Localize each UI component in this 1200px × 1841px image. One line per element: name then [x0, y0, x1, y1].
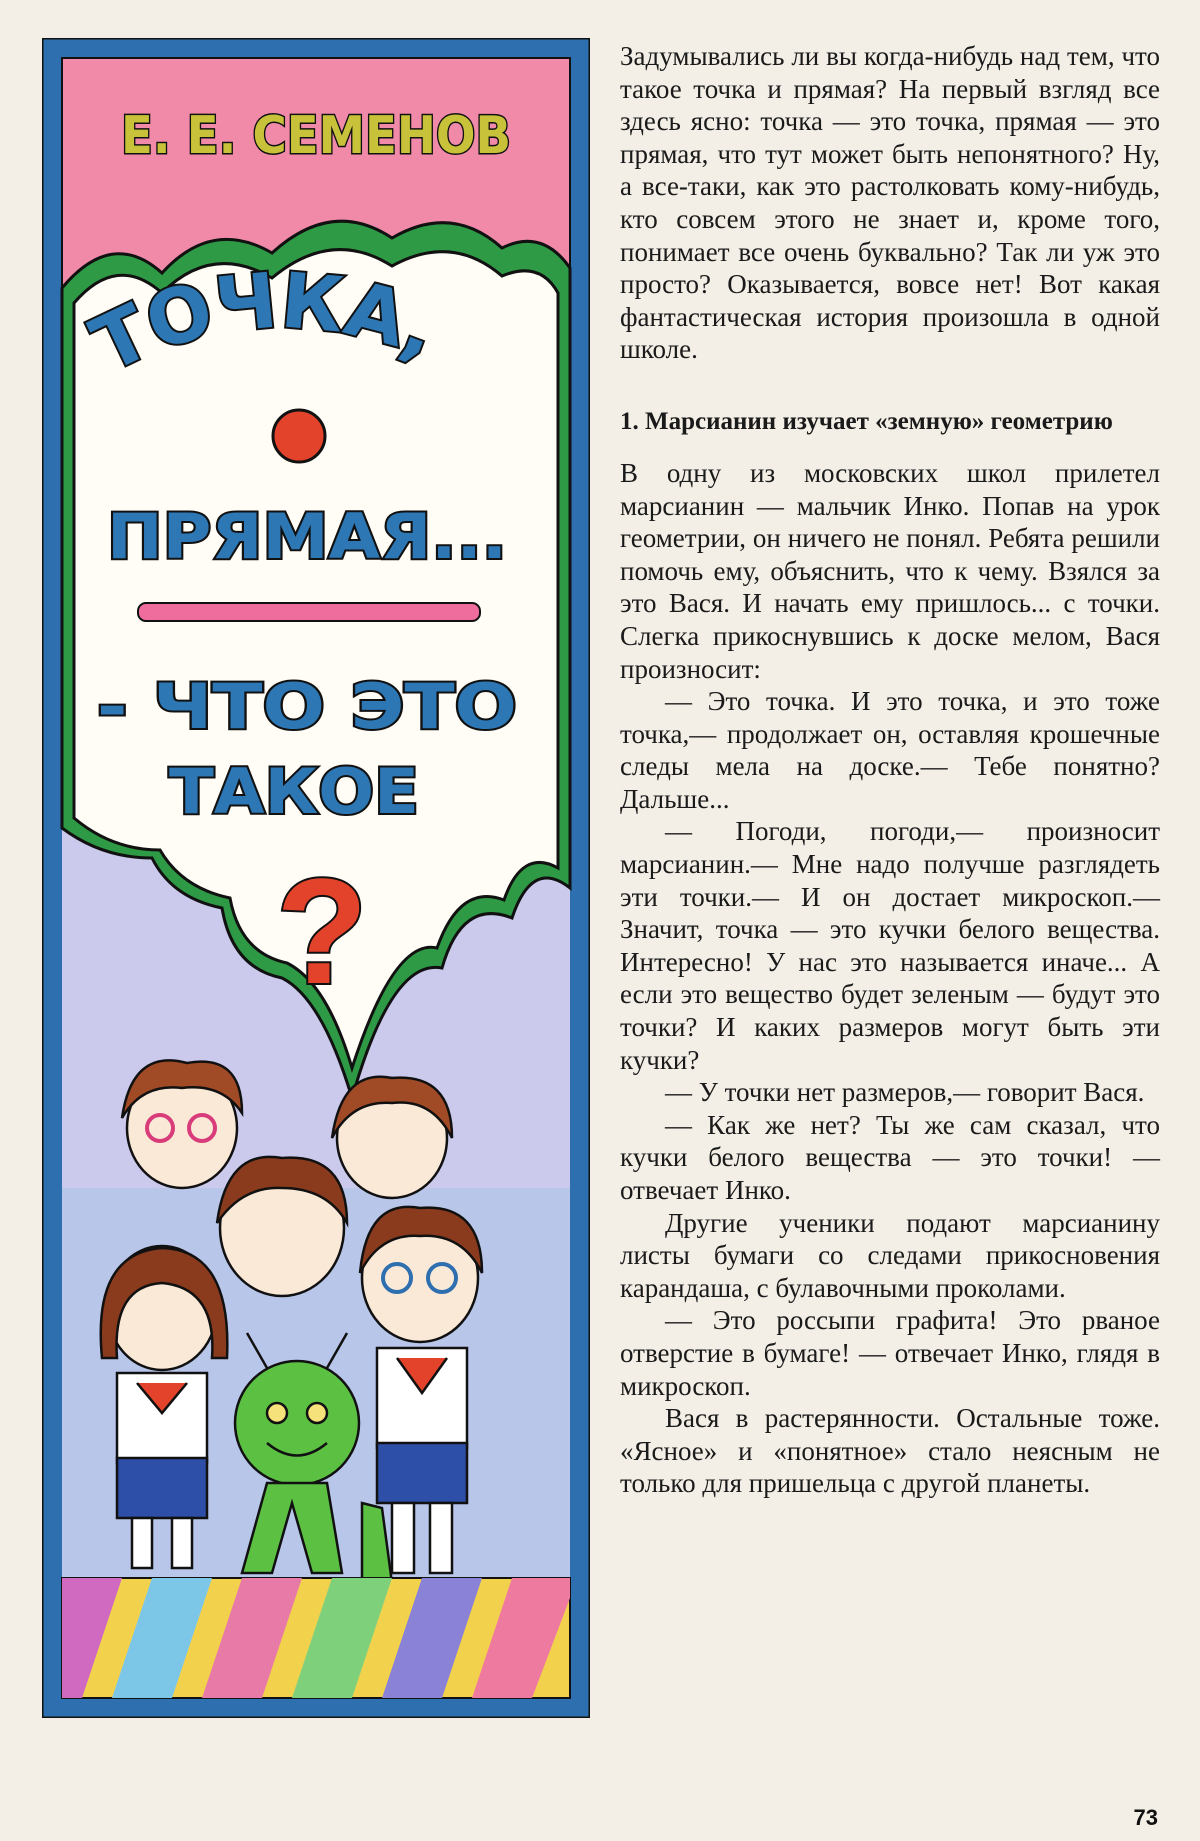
title-line-1: ТОЧКА,	[78, 255, 450, 390]
body-paragraph: Другие ученики подают марсианину листы бумаги со следами прикосновения карандаша, с булавочными проколами.	[620, 1207, 1160, 1303]
pink-line	[138, 603, 480, 621]
question-mark: ?	[276, 847, 368, 1015]
title-line-4: ТАКОЕ	[169, 755, 419, 828]
red-dot	[273, 410, 325, 462]
section-heading: 1. Марсианин изучает «земную» геометрию	[620, 407, 1113, 435]
article-column	[620, 40, 1160, 1500]
body-paragraph: В одну из московских школ прилетел марсианин — мальчик Инко. Попав на урок геометрии, он ничего не понял. Ребята решили помочь ему, объяснить, что к чему. Взялся за это Вася. И начать ему пришлось... с точки. Слегка прикоснувшись к доске мелом, Вася произносит:	[620, 457, 1160, 684]
striped-floor	[62, 1578, 570, 1698]
intro-paragraph: Задумывались ли вы когда-нибудь над тем, что такое точка и прямая? На первый взгляд все здесь ясно: точка — это точка, прямая — это прямая, что тут может быть непонятного? Ну, а все-таки, как это растолковать кому-нибудь, кто совсем этого не знает и, кроме того, понимает все очень буквально? Так ли уж это просто? Оказывается, вовсе нет! Вот какая фантастическая история произошла в одной школе.	[620, 41, 1160, 365]
body-paragraph: — Это россыпи графита! Это рваное отверстие в бумаге! — отвечает Инко, глядя в микроскоп.	[620, 1305, 1160, 1401]
author-name: Е. Е. СЕМЕНОВ	[121, 106, 511, 166]
cover-art	[42, 38, 590, 1718]
body-paragraph: — Как же нет? Ты же сам сказал, что кучки белого вещества — это точки! — отвечает Инко.	[620, 1109, 1160, 1205]
title-line-3: - ЧТО ЭТО	[97, 670, 517, 743]
title-line-2: ПРЯМАЯ...	[107, 500, 507, 573]
body-paragraph: — У точки нет размеров,— говорит Вася.	[665, 1077, 1145, 1108]
cover-illustration	[42, 38, 590, 1718]
page-number: 73	[1133, 1805, 1158, 1830]
body-paragraph: — Это точка. И это точка, и это тоже точка,— продолжает он, оставляя крошечные следы мела на доске.— Тебе понятно? Дальше...	[620, 686, 1160, 814]
body-paragraph: — Погоди, погоди,— произносит марсианин.— Мне надо получше разглядеть эти точки.— И он достает микроскоп.— Значит, точка — это кучки белого вещества. Интересно! У нас это называется иначе... А если это вещество будет зеленым — будут это точки? И каких размеров могут быть эти кучки?	[620, 816, 1160, 1075]
martian	[235, 1361, 359, 1485]
body-paragraph: Вася в растерянности. Остальные тоже. «Ясное» и «понятное» стало неясным не только для пришельца с другой планеты.	[620, 1403, 1160, 1499]
